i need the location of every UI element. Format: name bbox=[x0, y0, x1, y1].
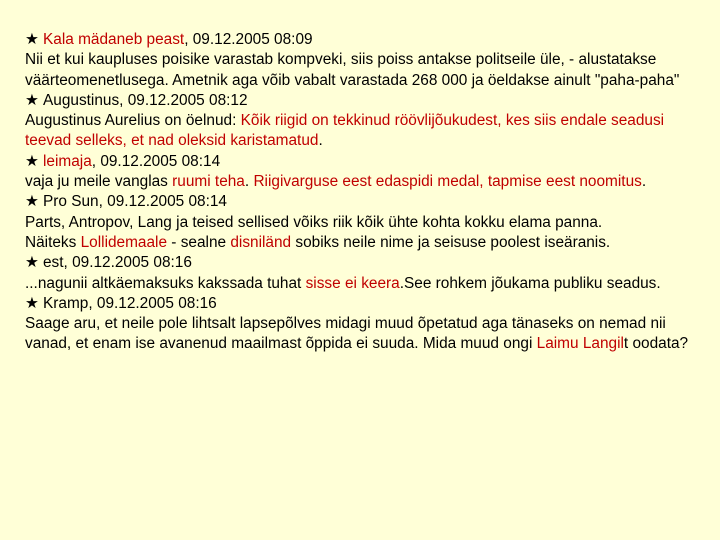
comment-author: Kala mädaneb peast bbox=[43, 31, 185, 48]
comment-header bbox=[25, 253, 705, 273]
comment-author: est bbox=[43, 254, 64, 272]
comment-date: , 09.12.2005 08:14 bbox=[91, 152, 221, 170]
star-icon: ★ bbox=[25, 193, 39, 211]
comment-text: Augustinus Aurelius on öelnud: bbox=[25, 112, 241, 130]
comment-author: Kramp bbox=[43, 294, 89, 312]
comment-date: , 09.12.2005 08:12 bbox=[119, 91, 248, 109]
comment-body bbox=[25, 213, 705, 233]
star-icon: ★ bbox=[25, 254, 39, 272]
comment-text: .See rohkem jõukama publiku seadus. bbox=[399, 274, 661, 292]
comment-header bbox=[25, 192, 705, 212]
comment-header bbox=[25, 91, 705, 111]
quote-highlight: disniländ bbox=[230, 233, 292, 251]
comment-header bbox=[25, 152, 705, 172]
comment-date: , 09.12.2005 08:16 bbox=[63, 254, 192, 272]
comment-date: , 09.12.2005 08:14 bbox=[98, 193, 227, 211]
comment-body bbox=[25, 274, 705, 294]
comment-date: , 09.12.2005 08:09 bbox=[184, 31, 313, 48]
comment-body bbox=[25, 172, 705, 192]
comment-body bbox=[25, 314, 705, 355]
comment-body bbox=[25, 233, 705, 253]
comment-body bbox=[25, 50, 705, 91]
comment-body bbox=[25, 111, 705, 152]
comment-text: . bbox=[318, 132, 323, 150]
comment-text: ...nagunii altkäemaksuks kakssada tuhat bbox=[25, 274, 306, 292]
comment-author: Pro Sun bbox=[43, 193, 99, 211]
comment-author: leimaja bbox=[43, 152, 92, 170]
quote-highlight: ruumi teha bbox=[172, 173, 245, 191]
comment-text: t oodata? bbox=[623, 335, 689, 353]
star-icon: ★ bbox=[25, 294, 39, 312]
comment-text: Nii et kui kaupluses poisike varastab kompveki, siis poiss antakse politseile üle, - alustatakse väärteomenetlusega. Ametnik aga võib vabalt varastada 268 000 ja öeldakse ainult "paha-paha" bbox=[25, 51, 680, 89]
quote-highlight: Lollidemaale bbox=[80, 233, 168, 251]
comment-header bbox=[25, 30, 705, 50]
comment-date: , 09.12.2005 08:16 bbox=[88, 294, 217, 312]
comment-text: Saage aru, et neile pole lihtsalt lapsepõlves midagi muud õpetatud aga tänaseks on nemad nii vanad, et enam ise avanenud maailmast õppida ei suuda. Mida muud ongi bbox=[25, 315, 666, 353]
star-icon: ★ bbox=[25, 152, 39, 170]
comment-text: . bbox=[244, 173, 254, 191]
comment-text: - sealne bbox=[167, 233, 231, 251]
quote-highlight: Laimu Langil bbox=[536, 335, 624, 353]
comments-list bbox=[25, 30, 705, 355]
comment-text: . bbox=[641, 173, 647, 191]
comment-text: Näiteks bbox=[25, 233, 81, 251]
quote-highlight: Riigivarguse eest edaspidi medal, tapmise eest noomitus bbox=[253, 173, 642, 191]
star-icon: ★ bbox=[25, 31, 39, 48]
comment-text: sobiks neile nime ja seisuse poolest iseäranis. bbox=[291, 233, 611, 251]
quote-highlight: sisse ei keera bbox=[305, 274, 400, 292]
star-icon: ★ bbox=[25, 91, 39, 109]
comment-author: Augustinus bbox=[43, 91, 120, 109]
quote-highlight: Kõik riigid on tekkinud röövlijõukudest, kes siis endale seadusi teevad selleks, et nad oleksid karistamatud bbox=[25, 112, 665, 150]
comment-header bbox=[25, 294, 705, 314]
comment-text: Parts, Antropov, Lang ja teised sellised võiks riik kõik ühte kohta kokku elama panna. bbox=[25, 213, 603, 231]
comment-text: vaja ju meile vanglas bbox=[25, 173, 173, 191]
